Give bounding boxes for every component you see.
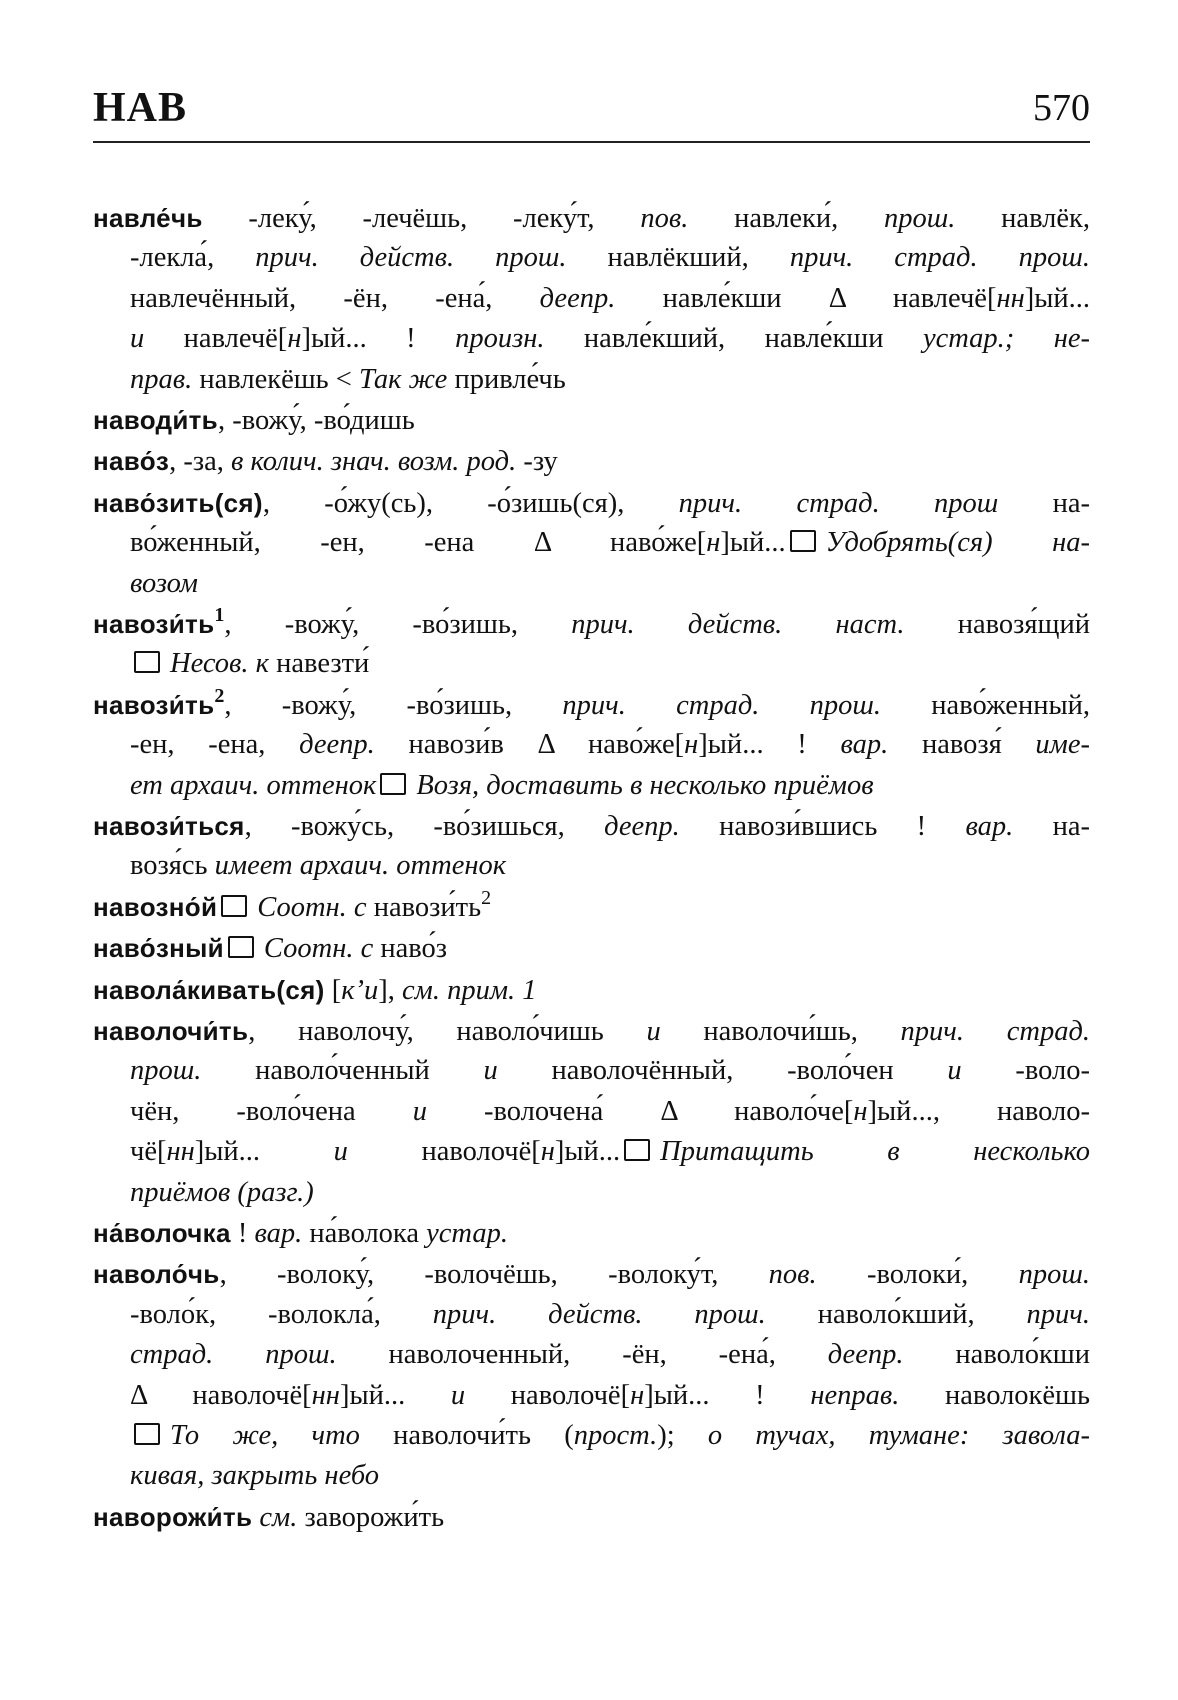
grammar-label: вар. [254, 1217, 303, 1249]
headword: наволо́чь [93, 1259, 220, 1290]
entry-line [93, 1497, 1090, 1538]
grammar-label: прич. действ. прош. [255, 242, 567, 274]
dictionary-entry [93, 483, 1090, 604]
grammar-label: Притащить в несколько [660, 1136, 1090, 1168]
entry-line [93, 846, 1090, 886]
grammar-label: пов. [640, 203, 689, 234]
box-icon [221, 895, 247, 917]
grammar-label: прош. [1018, 1259, 1090, 1291]
grammar-label: имеет архаич. оттенок [214, 850, 507, 882]
entry-text: на- [998, 487, 1090, 519]
entry-text: наволочё[ [465, 1379, 631, 1411]
entry-text: наволо́кший, [765, 1298, 1027, 1330]
dictionary-entry [93, 887, 1090, 928]
entry-text: ]ый... [1024, 282, 1090, 314]
dictionary-entry [93, 1011, 1090, 1213]
entry-line [93, 1254, 1090, 1294]
grammar-label: устар. [426, 1217, 508, 1249]
entry-line [93, 1456, 1090, 1496]
entry-text: , наволочу́, наволо́чишь [248, 1015, 647, 1047]
headword: наворожи́ть [93, 1501, 253, 1532]
entry-text: наволочи́ть ( [359, 1419, 574, 1451]
grammar-label: и [646, 1015, 661, 1047]
entry-line [93, 360, 1090, 400]
entry-text: Δ наволочё[ [130, 1379, 312, 1411]
entry-text: на- [1013, 810, 1090, 842]
grammar-label: неправ. [810, 1379, 900, 1411]
grammar-label: н [630, 1379, 645, 1411]
headword: навози́ть [93, 689, 215, 720]
grammar-label: и [130, 323, 145, 355]
dictionary-entry [93, 1497, 1090, 1538]
entry-text: , -волоку́, -волочёшь, -волоку́т, [219, 1259, 769, 1291]
entry-text: [ [324, 974, 342, 1006]
entry-text: , -вожу́, -во́дишь [217, 404, 415, 436]
headword: наводи́ть [93, 404, 218, 435]
entry-text: навозя́щий [904, 608, 1090, 640]
entry-text: , -вожу́сь, -во́зишься, [244, 810, 605, 842]
grammar-label: см. прим. 1 [402, 974, 537, 1006]
entry-text: ]ый... ! [301, 323, 456, 355]
entry-text: наволоченный, -ён, -ена́, [336, 1339, 828, 1371]
headword: навози́ться [93, 810, 245, 841]
grammar-label: Несов. к [170, 648, 269, 680]
entry-line [93, 1335, 1090, 1375]
headword: наво́зный [93, 933, 224, 964]
entry-text: ]ый... ! [644, 1379, 811, 1411]
entry-text: наволочё[ [347, 1136, 541, 1168]
homonym-number: 2 [214, 684, 225, 707]
grammar-label: и [412, 1095, 427, 1127]
grammar-label: То же, что [170, 1419, 360, 1451]
grammar-label: и [947, 1055, 962, 1087]
entry-text: , -вожу́, -во́зишь, [224, 689, 563, 721]
entry-line [93, 1011, 1090, 1051]
entry-text: навлекёшь < [192, 363, 359, 395]
dictionary-entry [93, 685, 1090, 806]
grammar-label: Так же [359, 363, 448, 395]
entry-text: чён, -воло́чена [130, 1095, 413, 1127]
entry-line [93, 1132, 1090, 1172]
entry-text: чё[ [130, 1136, 167, 1168]
dictionary-entry [93, 806, 1090, 887]
grammar-label: страд. прош. [130, 1339, 337, 1371]
entry-line [93, 1376, 1090, 1416]
entry-line [93, 725, 1090, 765]
homonym-number: 1 [214, 603, 225, 626]
grammar-label: см. [252, 1501, 298, 1533]
entry-text: на́волока [302, 1217, 427, 1249]
headword: наво́зить(ся) [93, 487, 263, 518]
grammar-label: прав. [130, 363, 193, 395]
entry-line [93, 1416, 1090, 1456]
grammar-label: прич. действ. наст. [571, 608, 905, 640]
grammar-label: приёмов (разг.) [130, 1176, 314, 1208]
entry-text: -зу [516, 446, 558, 478]
entry-text: наволочённый, -воло́чен [497, 1055, 948, 1087]
headword: на́волочка [93, 1217, 231, 1248]
entry-line [93, 685, 1090, 725]
entry-text: -лекла́, [130, 242, 256, 274]
entry-line [93, 319, 1090, 359]
entry-text: -ен, -ена, [130, 729, 300, 761]
grammar-label: возом [130, 567, 198, 599]
grammar-label: пов. [768, 1259, 817, 1291]
entry-text: привле́чь [447, 363, 566, 395]
grammar-label: к’и [341, 974, 379, 1006]
grammar-label: прич. [1026, 1298, 1090, 1330]
entry-text: возя́сь [130, 850, 215, 882]
headword: наво́з [93, 446, 170, 477]
entry-text: наво́женный, [881, 689, 1090, 721]
dictionary-entry [93, 400, 1090, 441]
entry-line [93, 523, 1090, 563]
entry-text: навезти́ [269, 648, 370, 680]
entry-line [93, 604, 1090, 644]
entry-text: наволочи́шь, [660, 1015, 901, 1047]
grammar-label: прош. [884, 203, 956, 234]
headword: навозно́й [93, 891, 218, 922]
grammar-label: прош. [130, 1055, 202, 1087]
entry-line [93, 483, 1090, 523]
entry-text: навле́кший, навле́кши [544, 323, 923, 355]
entry-line [93, 1213, 1090, 1254]
entry-text: ]ый... [554, 1136, 621, 1168]
grammar-label: н [684, 729, 699, 761]
entry-line [93, 1051, 1090, 1091]
entry-line [93, 279, 1090, 319]
entry-text: навозя́ [888, 729, 1036, 761]
grammar-label: прич. действ. прош. [432, 1298, 766, 1330]
page-number: 570 [1033, 87, 1090, 129]
grammar-label: име- [1035, 729, 1090, 761]
entry-line [93, 644, 1090, 684]
dictionary-entry [93, 1254, 1090, 1496]
entry-text: навлечё[ [144, 323, 288, 355]
dictionary-entry [93, 198, 1090, 400]
grammar-label: прич. страд. прош. [562, 689, 882, 721]
entry-text: -леку́, -лечёшь, -леку́т, [202, 203, 641, 234]
entry-line [93, 564, 1090, 604]
entry-line [93, 970, 1090, 1011]
entry-text: наволо́ченный [201, 1055, 484, 1087]
grammar-label: Возя, доставить в несколько приёмов [416, 769, 874, 801]
entry-text: , -о́жу(сь), -о́зишь(ся), [262, 487, 679, 519]
grammar-label: н [853, 1095, 868, 1127]
superscript-number: 2 [481, 886, 492, 909]
grammar-label: ет архаич. оттенок [130, 769, 377, 801]
entry-text: , -за, [169, 446, 232, 478]
box-icon [134, 651, 160, 673]
entry-text: заворожи́ть [297, 1501, 445, 1533]
entry-line [93, 1295, 1090, 1335]
entry-text: навлёк, [955, 203, 1090, 234]
grammar-label: деепр. [827, 1339, 904, 1371]
entry-line [93, 887, 1090, 928]
running-head-guide-word: НАВ [93, 85, 188, 131]
grammar-label: прост. [573, 1419, 658, 1451]
entry-text: -волоки́, [816, 1259, 1019, 1291]
grammar-label: прич. страд. прош [678, 487, 999, 519]
grammar-label: прич. страд. прош. [789, 242, 1090, 274]
grammar-label: деепр. [539, 282, 616, 314]
entry-text: наволокёшь [899, 1379, 1090, 1411]
box-icon [624, 1139, 650, 1161]
entry-line [93, 238, 1090, 278]
grammar-label: Соотн. с [257, 891, 367, 923]
headword: навле́чь [93, 203, 203, 233]
entry-text: навле́кши Δ навлечё[ [615, 282, 997, 314]
grammar-label: Удобрять(ся) на- [825, 527, 1090, 559]
grammar-label: и [483, 1055, 498, 1087]
grammar-label: и [450, 1379, 466, 1411]
entry-text: ]ый... ! [698, 729, 841, 761]
entry-text: наволо́кши [903, 1339, 1090, 1371]
entry-text: наво́з [373, 933, 448, 965]
grammar-label: вар. [840, 729, 889, 761]
entry-text: ], [378, 974, 403, 1006]
grammar-label: прич. страд. [900, 1015, 1090, 1047]
entry-line [93, 1173, 1090, 1213]
entry-text: навлёкший, [566, 242, 790, 274]
grammar-label: произн. [455, 323, 545, 355]
grammar-label: деепр. [299, 729, 375, 761]
entry-line [93, 441, 1090, 482]
entry-text: -воло- [961, 1055, 1090, 1087]
entry-text: ]ый... [339, 1379, 451, 1411]
dictionary-entries [93, 198, 1090, 1538]
entry-text: , -вожу́, -во́зишь, [224, 608, 572, 640]
dictionary-entry [93, 928, 1090, 969]
grammar-label: в колич. знач. возм. род. [231, 446, 517, 478]
box-icon [228, 936, 254, 958]
dictionary-entry [93, 1213, 1090, 1254]
box-icon [380, 773, 406, 795]
entry-text: навлеки́, [688, 203, 884, 234]
dictionary-entry [93, 441, 1090, 482]
grammar-label: кивая, закрыть небо [130, 1460, 380, 1492]
box-icon [790, 530, 816, 552]
entry-text: -волочена́ Δ наволо́че[ [426, 1095, 854, 1127]
entry-text: -воло́к, -волокла́, [130, 1298, 433, 1330]
grammar-label: н [540, 1136, 555, 1168]
entry-line [93, 1092, 1090, 1132]
entry-line [93, 198, 1090, 238]
entry-text: навози́ть [366, 891, 482, 923]
entry-text: во́женный, -ен, -ена Δ наво́же[ [130, 527, 707, 559]
grammar-label: нн [311, 1379, 340, 1411]
box-icon [134, 1423, 160, 1445]
entry-line [93, 400, 1090, 441]
dictionary-entry [93, 970, 1090, 1011]
headword: навози́ть [93, 608, 215, 639]
grammar-label: и [333, 1136, 348, 1168]
entry-text: ! [230, 1217, 255, 1249]
entry-text: ]ый... [194, 1136, 334, 1168]
entry-text: навлечённый, -ён, -ена́, [130, 282, 540, 314]
grammar-label: вар. [965, 810, 1014, 842]
grammar-label: деепр. [604, 810, 680, 842]
entry-text: ]ый..., наволо- [867, 1095, 1090, 1127]
grammar-label: н [706, 527, 721, 559]
grammar-label: нн [996, 282, 1025, 314]
grammar-label: н [287, 323, 302, 355]
grammar-label: устар.; не- [922, 323, 1090, 355]
grammar-label: нн [166, 1136, 195, 1168]
entry-line [93, 806, 1090, 846]
entry-text: навози́вшись ! [679, 810, 966, 842]
header-rule [93, 141, 1090, 143]
entry-line [93, 766, 1090, 806]
headword: наволочи́ть [93, 1015, 249, 1046]
entry-text: ); [657, 1419, 708, 1451]
dictionary-entry [93, 604, 1090, 685]
entry-line [93, 928, 1090, 969]
headword: навола́кивать(ся) [93, 974, 325, 1005]
entry-text: ]ый... [720, 527, 786, 559]
grammar-label: Соотн. с [263, 933, 374, 965]
entry-text: навози́в Δ наво́же[ [374, 729, 685, 761]
grammar-label: о тучах, тумане: завола- [707, 1419, 1090, 1451]
